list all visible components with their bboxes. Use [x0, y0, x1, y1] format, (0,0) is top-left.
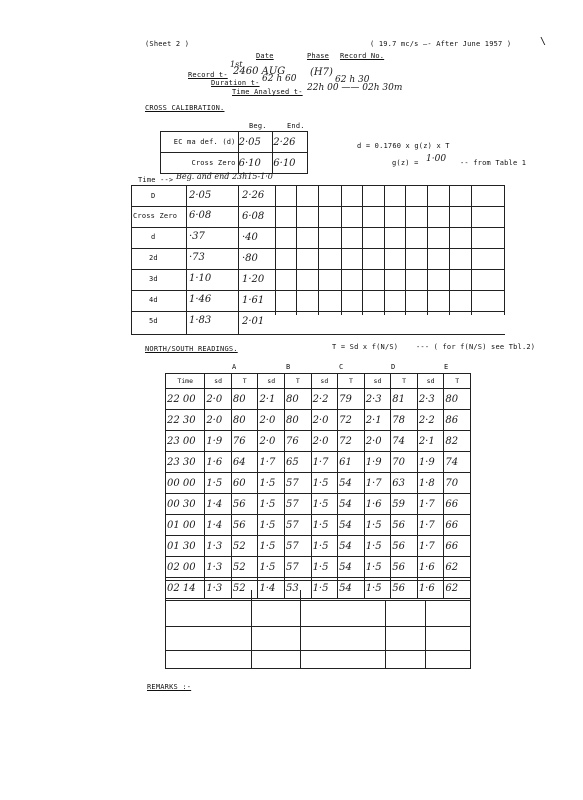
grid-line — [131, 290, 505, 291]
grid-line — [504, 185, 505, 315]
col-header: sd — [205, 374, 232, 389]
t-cell: 54 — [338, 473, 365, 494]
cal2-end: 2·01 — [242, 316, 265, 327]
grid-line — [165, 580, 471, 581]
cal2-value: 2·05 — [189, 190, 212, 201]
record-value: 2460 AUG — [233, 66, 286, 77]
t-cell: 54 — [338, 536, 365, 557]
t-cell: 56 — [391, 536, 418, 557]
t-cell: 78 — [391, 410, 418, 431]
gz-label: g(z) = — [392, 159, 419, 167]
col-header: Time — [166, 374, 205, 389]
time-analysed-label: Time Analysed t- — [232, 88, 303, 96]
table-row — [166, 410, 471, 431]
table-row — [166, 557, 471, 578]
cal2-end: 2·26 — [242, 190, 265, 201]
grid-line — [341, 185, 342, 315]
t-cell: 54 — [338, 578, 365, 599]
sd-cell: 2·0 — [258, 431, 285, 452]
grid-line — [131, 185, 132, 335]
sd-cell: 1·6 — [364, 494, 391, 515]
grid-line — [318, 185, 319, 315]
grid-line — [362, 185, 363, 315]
col-header: sd — [417, 374, 444, 389]
t-cell: 81 — [391, 389, 418, 410]
grid-line — [300, 590, 301, 668]
t-cell: 54 — [338, 494, 365, 515]
duration-value: 62 h 60 — [262, 74, 297, 84]
table-row — [166, 473, 471, 494]
t-cell: 63 — [391, 473, 418, 494]
t-cell: 64 — [231, 452, 258, 473]
grid-line — [131, 269, 505, 270]
sd-cell: 1·5 — [311, 536, 338, 557]
grid-line — [471, 185, 472, 315]
grid-line — [405, 185, 406, 315]
calibration-row — [161, 153, 308, 174]
t-cell: 54 — [338, 557, 365, 578]
cal2-label: 5d — [149, 317, 158, 325]
t-cell: 52 — [231, 578, 258, 599]
grid-line — [470, 580, 471, 668]
table-row — [166, 494, 471, 515]
handwritten-top: 1st — [230, 60, 243, 69]
t-cell: 52 — [231, 557, 258, 578]
cal2-end: 1·20 — [242, 274, 265, 285]
cal2-value: ·73 — [189, 252, 205, 263]
t-cell: 79 — [338, 389, 365, 410]
time-cell: 01 30 — [166, 536, 205, 557]
t-cell: 57 — [285, 557, 312, 578]
t-cell: 57 — [285, 515, 312, 536]
t-cell: 59 — [391, 494, 418, 515]
sheet-label: (Sheet 2 ) — [145, 40, 190, 48]
grid-line — [425, 600, 426, 668]
group-e-label: E — [444, 363, 449, 371]
time-row-value: Beg. and end 23h15-1·0 — [176, 172, 273, 181]
time-cell: 02 00 — [166, 557, 205, 578]
t-cell: 65 — [285, 452, 312, 473]
sd-cell: 1·5 — [258, 473, 285, 494]
north-south-title: NORTH/SOUTH READINGS. — [145, 345, 238, 353]
col-header: sd — [258, 374, 285, 389]
record-no-label: Record No. — [340, 52, 385, 60]
col-header: sd — [311, 374, 338, 389]
cross-calibration-title: CROSS CALIBRATION. — [145, 104, 225, 112]
gz-value: 1·00 — [426, 154, 447, 164]
time-cell: 00 30 — [166, 494, 205, 515]
grid-line — [131, 311, 505, 312]
grid-line — [186, 185, 187, 335]
t-cell: 57 — [285, 536, 312, 557]
col-beg-label: Beg. — [249, 122, 267, 130]
t-cell: 56 — [231, 515, 258, 536]
cal2-label: 2d — [149, 254, 158, 262]
sd-cell: 2·0 — [311, 431, 338, 452]
sd-cell: 1·5 — [311, 578, 338, 599]
cal2-label: D — [151, 192, 156, 200]
t-cell: 70 — [444, 473, 471, 494]
grid-line — [165, 668, 471, 669]
cal2-label: Cross Zero — [133, 212, 178, 220]
t-cell: 62 — [444, 557, 471, 578]
t-cell: 62 — [444, 578, 471, 599]
grid-line — [131, 206, 505, 207]
calibration-formula: d = 0.1760 x g(z) x T — [357, 142, 450, 150]
sd-cell: 2·2 — [311, 389, 338, 410]
sd-cell: 1·4 — [205, 515, 232, 536]
t-cell: 54 — [338, 515, 365, 536]
sd-cell: 1·5 — [205, 473, 232, 494]
cal2-end: 1·61 — [242, 295, 265, 306]
grid-line — [131, 227, 505, 228]
grid-line — [449, 185, 450, 315]
table-row — [166, 515, 471, 536]
sd-cell: 1·3 — [205, 536, 232, 557]
sd-cell: 1·5 — [311, 473, 338, 494]
t-cell: 57 — [285, 473, 312, 494]
duration-extra: 62 h 30 — [335, 75, 370, 85]
time-cell: 00 00 — [166, 473, 205, 494]
cal2-label: 3d — [149, 275, 158, 283]
t-cell: 56 — [231, 494, 258, 515]
table-row — [166, 389, 471, 410]
grid-line — [131, 248, 505, 249]
record-extra: (H7) — [310, 67, 333, 78]
cal-end: 6·10 — [273, 153, 308, 174]
cal2-end: ·40 — [242, 232, 258, 243]
sd-cell: 2·1 — [258, 389, 285, 410]
sd-cell: 1·5 — [364, 536, 391, 557]
record-label: Record t- — [188, 71, 228, 79]
ns-formula-note: --- ( for f(N/S) see Tbl.2) — [416, 343, 536, 351]
gz-note: -- from Table 1 — [460, 159, 527, 167]
sd-cell: 1·5 — [258, 557, 285, 578]
t-cell: 61 — [338, 452, 365, 473]
remarks-label: REMARKS :- — [147, 683, 192, 691]
col-header: T — [444, 374, 471, 389]
sd-cell: 1·9 — [205, 431, 232, 452]
grid-line — [165, 580, 166, 668]
sd-cell: 1·4 — [205, 494, 232, 515]
col-header: sd — [364, 374, 391, 389]
table-row — [166, 536, 471, 557]
sd-cell: 1·3 — [205, 578, 232, 599]
sd-cell: 1·4 — [258, 578, 285, 599]
t-cell: 76 — [285, 431, 312, 452]
sd-cell: 2·3 — [417, 389, 444, 410]
cal-beg: 6·10 — [238, 153, 273, 174]
t-cell: 53 — [285, 578, 312, 599]
t-cell: 56 — [391, 578, 418, 599]
sd-cell: 1·7 — [364, 473, 391, 494]
cal2-value: 1·46 — [189, 294, 212, 305]
time-cell: 02 14 — [166, 578, 205, 599]
frequency-note: ( 19.7 mc/s —- After June 1957 ) — [370, 40, 512, 48]
group-d-label: D — [391, 363, 396, 371]
calibration-row — [161, 132, 308, 153]
t-cell: 56 — [391, 515, 418, 536]
duration-label: Duration t- — [211, 79, 260, 87]
time-cell: 23 30 — [166, 452, 205, 473]
sd-cell: 2·0 — [258, 410, 285, 431]
t-cell: 80 — [231, 389, 258, 410]
sd-cell: 1·6 — [417, 578, 444, 599]
t-cell: 72 — [338, 410, 365, 431]
sd-cell: 1·3 — [205, 557, 232, 578]
sd-cell: 1·8 — [417, 473, 444, 494]
grid-line — [296, 185, 297, 315]
t-cell: 72 — [338, 431, 365, 452]
sd-cell: 2·0 — [205, 410, 232, 431]
t-cell: 57 — [285, 494, 312, 515]
table-row — [166, 431, 471, 452]
grid-line — [384, 185, 385, 315]
t-cell: 76 — [231, 431, 258, 452]
grid-line — [427, 185, 428, 315]
table-row — [166, 452, 471, 473]
cal2-value: 1·83 — [189, 315, 212, 326]
ns-formula: T = Sd x f(N/S) — [332, 343, 399, 351]
corner-mark: \ — [540, 36, 547, 47]
col-header: T — [231, 374, 258, 389]
col-end-label: End. — [287, 122, 305, 130]
sd-cell: 1·7 — [311, 452, 338, 473]
cal2-value: 1·10 — [189, 273, 212, 284]
sd-cell: 2·0 — [364, 431, 391, 452]
sd-cell: 1·7 — [417, 536, 444, 557]
cal-label: Cross Zero — [161, 153, 239, 174]
sd-cell: 1·5 — [311, 515, 338, 536]
group-a-label: A — [232, 363, 237, 371]
t-cell: 82 — [444, 431, 471, 452]
t-cell: 80 — [444, 389, 471, 410]
phase-label: Phase — [307, 52, 330, 60]
t-cell: 66 — [444, 494, 471, 515]
col-header: T — [338, 374, 365, 389]
group-b-label: B — [286, 363, 291, 371]
sd-cell: 2·1 — [364, 410, 391, 431]
sd-cell: 1·7 — [417, 515, 444, 536]
sd-cell: 2·2 — [417, 410, 444, 431]
col-header: T — [391, 374, 418, 389]
group-c-label: C — [339, 363, 344, 371]
cal-end: 2·26 — [273, 132, 308, 153]
sd-cell: 1·7 — [417, 494, 444, 515]
t-cell: 56 — [391, 557, 418, 578]
t-cell: 86 — [444, 410, 471, 431]
t-cell: 66 — [444, 536, 471, 557]
cal2-value: 6·08 — [189, 210, 212, 221]
cal2-label: 4d — [149, 296, 158, 304]
t-cell: 80 — [285, 410, 312, 431]
sd-cell: 1·5 — [258, 515, 285, 536]
sd-cell: 1·5 — [364, 557, 391, 578]
t-cell: 80 — [285, 389, 312, 410]
t-cell: 80 — [231, 410, 258, 431]
time-analysed-value: 22h 00 —— 02h 30m — [307, 83, 403, 93]
ns-header-row — [166, 374, 471, 389]
sd-cell: 2·0 — [205, 389, 232, 410]
cal-label: EC ma def. (d) — [161, 132, 239, 153]
cal2-value: ·37 — [189, 231, 205, 242]
grid-line — [385, 600, 386, 668]
time-cell: 22 30 — [166, 410, 205, 431]
cal2-end: 6·08 — [242, 211, 265, 222]
t-cell: 74 — [444, 452, 471, 473]
cal2-end: ·80 — [242, 253, 258, 264]
date-label: Date — [256, 52, 274, 60]
sd-cell: 2·1 — [417, 431, 444, 452]
sd-cell: 1·5 — [311, 557, 338, 578]
t-cell: 52 — [231, 536, 258, 557]
time-cell: 01 00 — [166, 515, 205, 536]
sd-cell: 2·0 — [311, 410, 338, 431]
time-row-label: Time --> — [138, 176, 174, 184]
north-south-table — [165, 373, 471, 599]
t-cell: 74 — [391, 431, 418, 452]
sd-cell: 1·6 — [205, 452, 232, 473]
t-cell: 66 — [444, 515, 471, 536]
calibration-table — [160, 131, 308, 174]
sd-cell: 1·6 — [417, 557, 444, 578]
cal2-label: d — [151, 233, 156, 241]
sd-cell: 1·5 — [364, 578, 391, 599]
time-cell: 22 00 — [166, 389, 205, 410]
grid-line — [275, 185, 276, 315]
grid-line — [238, 185, 239, 335]
t-cell: 60 — [231, 473, 258, 494]
col-header: T — [285, 374, 312, 389]
cal-beg: 2·05 — [238, 132, 273, 153]
time-cell: 23 00 — [166, 431, 205, 452]
sd-cell: 1·7 — [258, 452, 285, 473]
grid-line — [251, 590, 252, 668]
sd-cell: 1·5 — [258, 494, 285, 515]
sd-cell: 1·5 — [364, 515, 391, 536]
sd-cell: 1·5 — [311, 494, 338, 515]
grid-line — [131, 334, 505, 335]
sd-cell: 2·3 — [364, 389, 391, 410]
sd-cell: 1·9 — [417, 452, 444, 473]
sd-cell: 1·9 — [364, 452, 391, 473]
sd-cell: 1·5 — [258, 536, 285, 557]
t-cell: 70 — [391, 452, 418, 473]
